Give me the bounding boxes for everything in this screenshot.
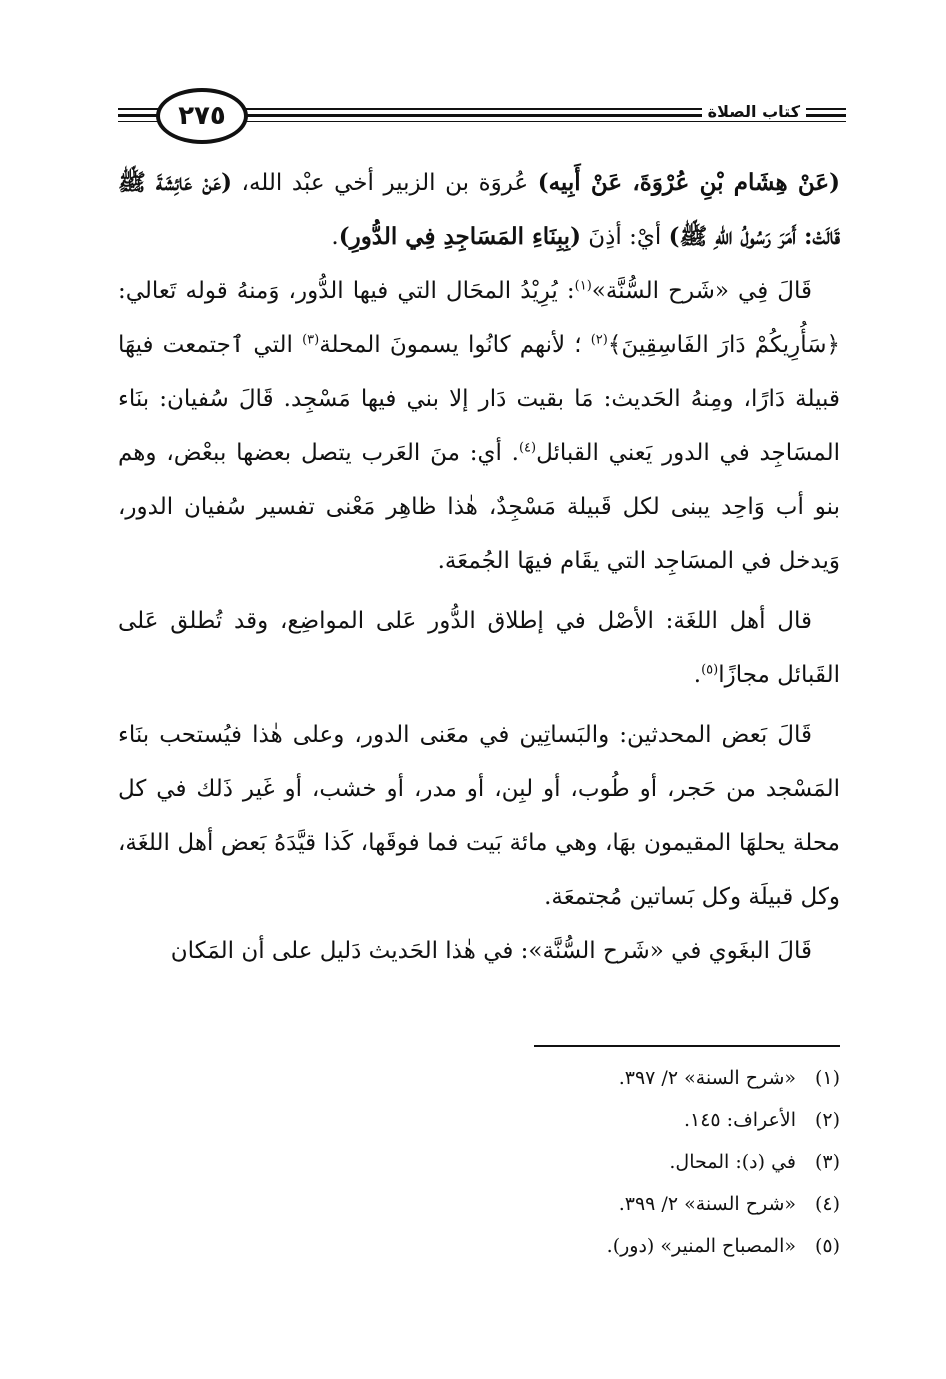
commentary-text-2: أيْ: أذِنَ <box>580 224 669 250</box>
footnote-item <box>418 1225 840 1267</box>
footnote-ref-5[interactable]: (٥) <box>701 662 719 678</box>
paragraph-muhaddithin <box>118 708 840 924</box>
paragraph-text: قَالَ فِي «شَرح السُّنَّة» <box>591 278 813 304</box>
footnote-number: (٣) <box>814 1151 840 1173</box>
footnote-item <box>418 1057 840 1099</box>
paragraph-lugha <box>118 594 840 702</box>
page-header <box>118 88 846 154</box>
footnote-ref-2[interactable]: (٢) <box>590 332 608 348</box>
hadith-text-3: (بِبِنَاءِ المَسَاجِدِ فِي الدُّورِ) <box>338 223 581 250</box>
paragraph-text: قَالَ البغَوي في «شَرح السُّنَّة»: في هٰذا الحَديث دَليل على أن المَكان <box>170 938 812 964</box>
paragraph-text: . أي: منَ العَرب يتصل بعضها ببعْض، وهم بنو أب وَاحِد يبنى لكل قَبيلة مَسْجِدٌ، هٰذا ظاهِر مَعْنى تفسير سُفيان الدور، وَيدخل في المسَاجِد التي يقَام فيهَا الجُمعَة. <box>118 440 840 574</box>
commentary-text-1: عُروَة بن الزبير أخي عبْد الله، <box>231 170 538 196</box>
paragraph-text: ؛ لأنهم كانُوا يسمونَ المحلة <box>319 332 591 358</box>
hadith-text-1: (عَنْ هِشَام بْنِ عُرْوَةَ، عَنْ أَبِيه) <box>537 169 840 196</box>
footnote-number: (٤) <box>814 1193 840 1215</box>
paragraph-text: التي ٱجتمعت فيهَا قبيلة دَارًا، ومِنهُ الحَديث: مَا بقيت دَار إلا بني فيها مَسْجِد. قَالَ سُفيان: بنَاء المسَاجِد في الدور يَعني القبائل <box>118 332 840 466</box>
footnote-item <box>418 1141 840 1183</box>
footnote-text: «المصباح المنير» (دور). <box>606 1235 796 1257</box>
book-title: كتاب الصلاة <box>702 102 806 121</box>
main-text <box>118 156 840 978</box>
footnote-separator <box>534 1045 840 1047</box>
footnote-number: (٥) <box>814 1235 840 1257</box>
paragraph-text: . <box>693 662 702 688</box>
paragraph-baghawi <box>118 924 840 978</box>
commentary-text-3: . <box>331 224 339 250</box>
paragraph-text: : يُرِيْدُ المحَال التي فيها الدُّور، وَمنهُ قوله تَعالي: ﴿سَأُرِيكُمْ دَارَ الفَاسِقِينَ﴾ <box>118 278 840 358</box>
hadith-text-2: (عَنْ عَائِشَةَ ﷺ قَالَتْ: أَمَرَ رَسُولُ اللهِ ﷺ) <box>118 169 840 250</box>
paragraph-sharh-sunnah <box>118 264 840 588</box>
footnote-text: «شرح السنة» ٢/ ٣٩٧. <box>618 1067 796 1089</box>
footnote-ref-4[interactable]: (٤) <box>518 440 537 456</box>
footnote-item <box>418 1183 840 1225</box>
paragraph-hadith <box>118 156 840 264</box>
footnote-ref-3[interactable]: (٣) <box>302 332 320 348</box>
footnote-text: في (د): المحال. <box>669 1151 796 1173</box>
footnote-number: (١) <box>814 1067 840 1089</box>
footnote-number: (٢) <box>814 1109 840 1131</box>
footnotes <box>418 1057 840 1267</box>
footnote-item <box>418 1099 840 1141</box>
page-number: ٢٧٥ <box>156 88 248 144</box>
footnote-text: «شرح السنة» ٢/ ٣٩٩. <box>618 1193 796 1215</box>
paragraph-text: قال أهل اللغَة: الأصْل في إطلاق الدُّور عَلى المواضِع، وقد تُطلق عَلى القَبائل مجازًا <box>118 608 840 688</box>
footnote-ref-1[interactable]: (١) <box>574 278 592 294</box>
paragraph-text: قَالَ بَعض المحدثين: والبَساتِين في معَنى الدور، وعلى هٰذا فيُستحب بنَاء المَسْجد من حَجر، أو طُوب، أو لبِن، أو مدر، أو خشب، أو غَير ذَلك في كل محلة يحلهَا المقيمون بهَا، وهي مائة بَيت فما فوقَها، كَذا قيَّدَهُ بَعض أهل اللغَة، وكل قبيلَة وكل بَساتين مُجتمعَة. <box>118 722 840 910</box>
footnote-text: الأعراف: ١٤٥. <box>683 1109 796 1131</box>
